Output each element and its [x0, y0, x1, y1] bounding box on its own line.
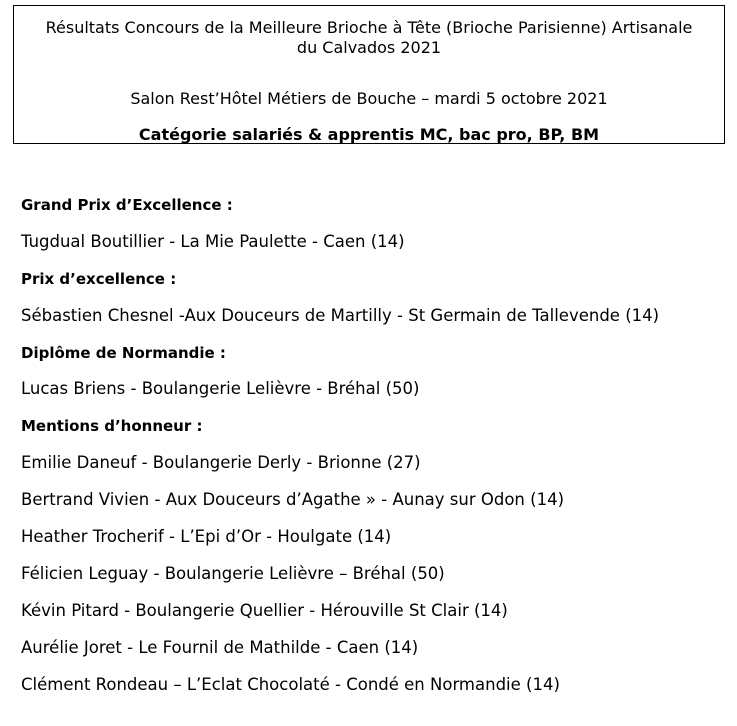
mention-entry: Bertrand Vivien - Aux Douceurs d’Agathe » - Aunay sur Odon (14) [21, 490, 565, 510]
award-heading-diplome: Diplôme de Normandie : [21, 343, 226, 362]
winner-entry: Tugdual Boutillier - La Mie Paulette - Caen (14) [21, 231, 405, 251]
winner-entry: Lucas Briens - Boulangerie Lelièvre - Bréhal (50) [21, 379, 420, 399]
award-heading-mentions: Mentions d’honneur : [21, 417, 203, 436]
mention-entry: Heather Trocherif - L’Epi d’Or - Houlgate (14) [21, 527, 392, 547]
award-heading-grand-prix: Grand Prix d’Excellence : [21, 196, 233, 214]
salon-subtitle: Salon Rest’Hôtel Métiers de Bouche – mardi 5 octobre 2021 [130, 89, 608, 108]
mention-entry: Félicien Leguay - Boulangerie Lelièvre – Bréhal (50) [21, 563, 445, 583]
results-list [21, 192, 659, 708]
mention-entry: Kévin Pitard - Boulangerie Quellier - Hérouville St Clair (14) [21, 600, 508, 620]
mention-entry: Clément Rondeau – L’Eclat Chocolaté - Condé en Normandie (14) [21, 674, 560, 694]
winner-entry: Sébastien Chesnel -Aux Douceurs de Martilly - St Germain de Tallevende (14) [21, 305, 660, 325]
document-title [14, 18, 724, 58]
mention-entry: Aurélie Joret - Le Fournil de Mathilde - Caen (14) [21, 637, 419, 657]
category-subtitle: Catégorie salariés & apprentis MC, bac pro, BP, BM [138, 125, 600, 144]
header-box [13, 5, 725, 144]
title-line-2: du Calvados 2021 [296, 38, 442, 57]
award-heading-prix-excellence: Prix d’excellence : [21, 269, 177, 288]
mention-entry: Emilie Daneuf - Boulangerie Derly - Brionne (27) [21, 453, 421, 473]
title-line-1: Résultats Concours de la Meilleure Brioche à Tête (Brioche Parisienne) Artisanale [45, 18, 693, 37]
